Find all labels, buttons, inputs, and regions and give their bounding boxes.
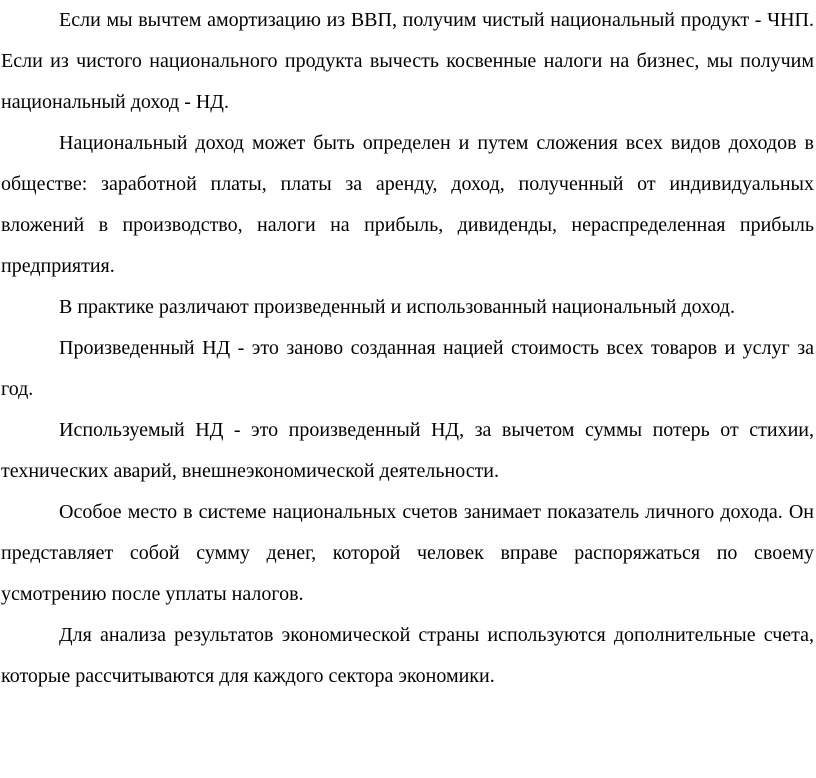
paragraph-produced-nd: Произведенный НД - это заново созданная нацией стоимость всех товаров и услуг за год. — [1, 337, 814, 400]
paragraph-national-income-sum: Национальный доход может быть определен и путем сложения всех видов доходов в обществе: заработной платы, платы за аренду, доход, полученный от индивидуальных вложений в производство, налоги на прибыль, дивиденды, нераспределенная прибыль предприятия. — [1, 132, 814, 277]
paragraph-additional-accounts: Для анализа результатов экономической страны используются дополнительные счета, которые рассчитываются для каждого сектора экономики. — [1, 624, 814, 687]
paragraph-depreciation: Если мы вычтем амортизацию из ВВП, получим чистый национальный продукт - ЧНП. Если из чистого национального продукта вычесть косвенные налоги на бизнес, мы получим национальный доход - НД. — [1, 9, 814, 113]
paragraph-personal-income: Особое место в системе национальных счетов занимает показатель личного дохода. Он представляет собой сумму денег, которой человек вправе распоряжаться по своему усмотрению после уплаты налогов. — [1, 501, 814, 605]
paragraph-used-nd: Используемый НД - это произведенный НД, за вычетом суммы потерь от стихии, технических аварий, внешнеэкономической деятельности. — [1, 419, 814, 482]
paragraph-produced-used: В практике различают произведенный и использованный национальный доход. — [59, 296, 735, 318]
